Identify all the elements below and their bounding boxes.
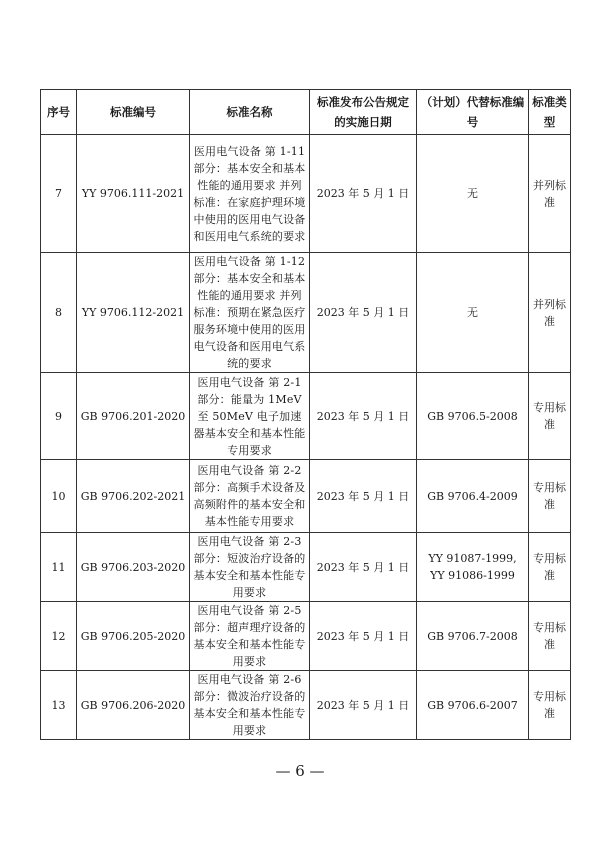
cell-date: 2023 年 5 月 1 日 bbox=[310, 253, 417, 373]
cell-seq: 10 bbox=[41, 460, 77, 533]
cell-name: 医用电气设备 第 2-3 部分：短波治疗设备的基本安全和基本性能专用要求 bbox=[190, 533, 310, 602]
table-row bbox=[41, 671, 571, 740]
cell-seq: 7 bbox=[41, 135, 77, 253]
cell-replaces: 无 bbox=[417, 253, 529, 373]
cell-name: 医用电气设备 第 2-2 部分：高频手术设备及高频附件的基本安全和基本性能专用要求 bbox=[190, 460, 310, 533]
cell-seq: 8 bbox=[41, 253, 77, 373]
cell-code: GB 9706.206-2020 bbox=[77, 671, 190, 740]
cell-date: 2023 年 5 月 1 日 bbox=[310, 602, 417, 671]
header-seq: 序号 bbox=[41, 90, 77, 135]
cell-name: 医用电气设备 第 1-12 部分：基本安全和基本性能的通用要求 并列标准：预期在紧急医疗服务环境中使用的医用电气设备和医用电气系统的要求 bbox=[190, 253, 310, 373]
table-header-row bbox=[41, 90, 571, 135]
table-row bbox=[41, 602, 571, 671]
cell-replaces: GB 9706.6-2007 bbox=[417, 671, 529, 740]
cell-type: 专用标准 bbox=[529, 602, 571, 671]
table-row bbox=[41, 460, 571, 533]
table-row bbox=[41, 253, 571, 373]
cell-seq: 12 bbox=[41, 602, 77, 671]
cell-date: 2023 年 5 月 1 日 bbox=[310, 135, 417, 253]
header-type: 标准类型 bbox=[529, 90, 571, 135]
cell-name: 医用电气设备 第 2-1 部分：能量为 1MeV 至 50MeV 电子加速器基本安全和基本性能专用要求 bbox=[190, 373, 310, 460]
standards-table bbox=[40, 89, 571, 740]
cell-type: 并列标准 bbox=[529, 135, 571, 253]
cell-date: 2023 年 5 月 1 日 bbox=[310, 533, 417, 602]
cell-name: 医用电气设备 第 1-11 部分：基本安全和基本性能的通用要求 并列标准：在家庭护理环境中使用的医用电气设备和医用电气系统的要求 bbox=[190, 135, 310, 253]
cell-seq: 11 bbox=[41, 533, 77, 602]
cell-name: 医用电气设备 第 2-6 部分：微波治疗设备的基本安全和基本性能专用要求 bbox=[190, 671, 310, 740]
header-date: 标准发布公告规定的实施日期 bbox=[310, 90, 417, 135]
cell-code: YY 9706.111-2021 bbox=[77, 135, 190, 253]
cell-type: 专用标准 bbox=[529, 373, 571, 460]
table-row bbox=[41, 373, 571, 460]
cell-code: GB 9706.203-2020 bbox=[77, 533, 190, 602]
cell-seq: 13 bbox=[41, 671, 77, 740]
cell-date: 2023 年 5 月 1 日 bbox=[310, 373, 417, 460]
header-code: 标准编号 bbox=[77, 90, 190, 135]
cell-type: 专用标准 bbox=[529, 671, 571, 740]
cell-date: 2023 年 5 月 1 日 bbox=[310, 671, 417, 740]
page-number: — 6 — bbox=[275, 762, 325, 780]
cell-type: 专用标准 bbox=[529, 533, 571, 602]
table-row bbox=[41, 135, 571, 253]
cell-type: 专用标准 bbox=[529, 460, 571, 533]
cell-replaces: GB 9706.4-2009 bbox=[417, 460, 529, 533]
header-name: 标准名称 bbox=[190, 90, 310, 135]
cell-type: 并列标准 bbox=[529, 253, 571, 373]
cell-code: YY 9706.112-2021 bbox=[77, 253, 190, 373]
cell-replaces: GB 9706.5-2008 bbox=[417, 373, 529, 460]
cell-replaces: 无 bbox=[417, 135, 529, 253]
cell-seq: 9 bbox=[41, 373, 77, 460]
header-replaces: （计划）代替标准编号 bbox=[417, 90, 529, 135]
cell-replaces: YY 91087-1999, YY 91086-1999 bbox=[417, 533, 529, 602]
cell-code: GB 9706.202-2021 bbox=[77, 460, 190, 533]
cell-name: 医用电气设备 第 2-5 部分：超声理疗设备的基本安全和基本性能专用要求 bbox=[190, 602, 310, 671]
table-row bbox=[41, 533, 571, 602]
cell-date: 2023 年 5 月 1 日 bbox=[310, 460, 417, 533]
cell-code: GB 9706.205-2020 bbox=[77, 602, 190, 671]
cell-replaces: GB 9706.7-2008 bbox=[417, 602, 529, 671]
cell-code: GB 9706.201-2020 bbox=[77, 373, 190, 460]
